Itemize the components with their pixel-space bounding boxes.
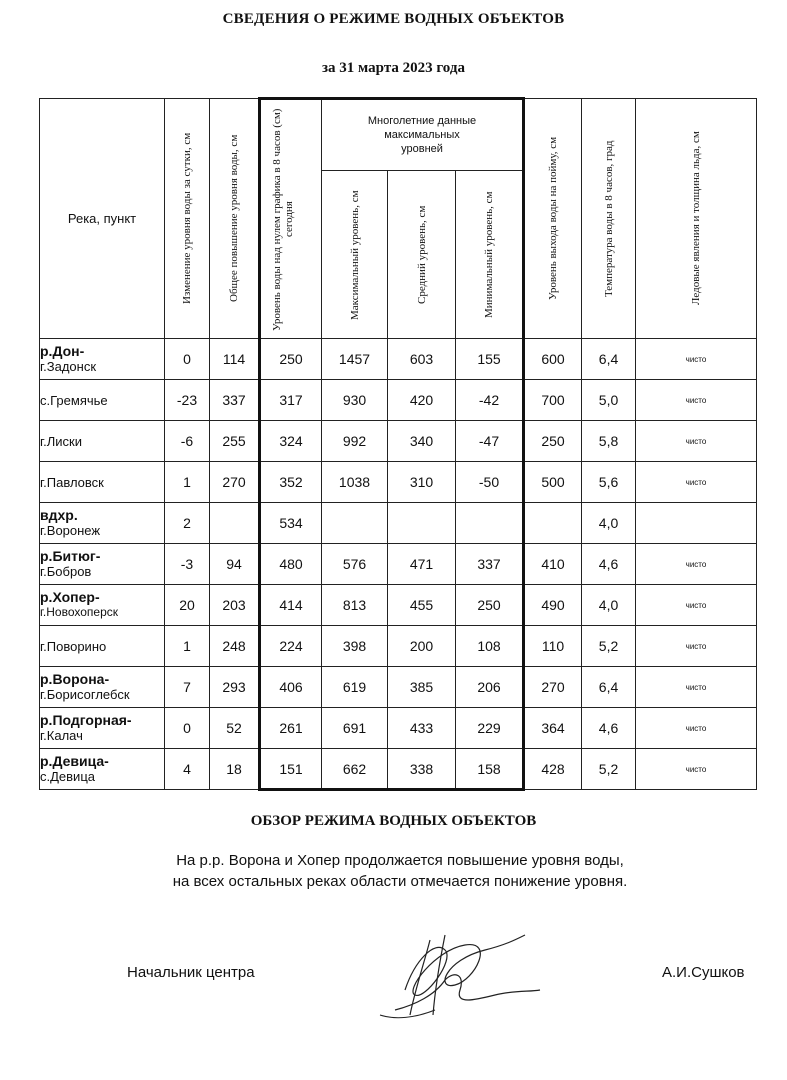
table-row [40, 421, 757, 462]
review-title: ОБЗОР РЕЖИМА ВОДНЫХ ОБЪЕКТОВ [250, 813, 537, 829]
cell-level: 480 [260, 544, 322, 585]
cell-change: -3 [165, 544, 210, 585]
cell-temp: 5,8 [582, 421, 636, 462]
cell-mid: 340 [388, 421, 456, 462]
cell-max: 1457 [322, 339, 388, 380]
header-multiyear: Многолетние данные максимальных уровней [322, 99, 524, 171]
cell-temp: 5,0 [582, 380, 636, 421]
table-row [40, 380, 757, 421]
cell-change: 4 [165, 749, 210, 790]
cell-temp: 5,2 [582, 626, 636, 667]
cell-min: 206 [456, 667, 524, 708]
river-name: р.Дон- [40, 343, 85, 359]
cell-river-point [40, 708, 165, 749]
river-name: р.Битюг- [40, 548, 101, 564]
cell-change: 1 [165, 462, 210, 503]
cell-ice: чисто [636, 749, 757, 790]
point-name: с.Гремячье [40, 392, 108, 408]
cell-floodplain: 490 [524, 585, 582, 626]
cell-river-point [40, 749, 165, 790]
cell-level: 324 [260, 421, 322, 462]
cell-max: 576 [322, 544, 388, 585]
point-name: г.Калач [40, 728, 83, 743]
table-row [40, 708, 757, 749]
cell-ice: чисто [636, 626, 757, 667]
cell-ice: чисто [636, 380, 757, 421]
header-level: Уровень воды над нулем графика в 8 часов (см) сегодня [260, 99, 322, 339]
cell-change: 20 [165, 585, 210, 626]
point-name: г.Воронеж [40, 523, 101, 538]
review-text [0, 850, 787, 892]
cell-max: 619 [322, 667, 388, 708]
cell-river-point [40, 503, 165, 544]
water-regime-table [39, 97, 757, 791]
table-row [40, 626, 757, 667]
cell-total-rise: 293 [210, 667, 260, 708]
cell-ice: чисто [636, 421, 757, 462]
cell-river-point [40, 544, 165, 585]
cell-level: 250 [260, 339, 322, 380]
cell-total-rise: 270 [210, 462, 260, 503]
cell-temp: 6,4 [582, 339, 636, 380]
cell-level: 151 [260, 749, 322, 790]
cell-total-rise: 203 [210, 585, 260, 626]
table-row [40, 462, 757, 503]
cell-min: 250 [456, 585, 524, 626]
chief-position: Начальник центра [127, 964, 255, 981]
cell-mid: 200 [388, 626, 456, 667]
header-river: Река, пункт [40, 99, 165, 339]
cell-level: 414 [260, 585, 322, 626]
cell-mid: 455 [388, 585, 456, 626]
cell-max: 691 [322, 708, 388, 749]
cell-river-point [40, 462, 165, 503]
cell-total-rise: 255 [210, 421, 260, 462]
header-mid: Средний уровень, см [388, 171, 456, 339]
cell-min: 108 [456, 626, 524, 667]
cell-floodplain: 110 [524, 626, 582, 667]
cell-mid: 420 [388, 380, 456, 421]
cell-river-point [40, 667, 165, 708]
cell-ice [636, 503, 757, 544]
point-name: г.Задонск [40, 359, 97, 374]
chief-name: А.И.Сушков [662, 964, 745, 981]
cell-river-point [40, 585, 165, 626]
cell-mid: 338 [388, 749, 456, 790]
cell-total-rise: 248 [210, 626, 260, 667]
cell-level: 317 [260, 380, 322, 421]
point-name: г.Павловск [40, 474, 104, 490]
cell-river-point [40, 380, 165, 421]
cell-total-rise [210, 503, 260, 544]
cell-ice: чисто [636, 708, 757, 749]
cell-mid: 603 [388, 339, 456, 380]
cell-temp: 4,0 [582, 503, 636, 544]
header-min: Минимальный уровень, см [456, 171, 524, 339]
header-temp: Температура воды в 8 часов, град [582, 99, 636, 339]
river-name: р.Ворона- [40, 671, 110, 687]
cell-max: 662 [322, 749, 388, 790]
cell-total-rise: 52 [210, 708, 260, 749]
cell-ice: чисто [636, 667, 757, 708]
cell-change: 1 [165, 626, 210, 667]
cell-min: 337 [456, 544, 524, 585]
cell-ice: чисто [636, 339, 757, 380]
cell-level: 352 [260, 462, 322, 503]
header-max: Максимальный уровень, см [322, 171, 388, 339]
header-change: Изменение уровня воды за сутки, см [165, 99, 210, 339]
cell-level: 534 [260, 503, 322, 544]
river-name: вдхр. [40, 507, 78, 523]
cell-max [322, 503, 388, 544]
table-row [40, 749, 757, 790]
cell-max: 813 [322, 585, 388, 626]
cell-change: 2 [165, 503, 210, 544]
cell-floodplain: 250 [524, 421, 582, 462]
report-date: за 31 марта 2023 года [322, 60, 465, 76]
cell-total-rise: 337 [210, 380, 260, 421]
point-name: г.Новохоперск [40, 605, 118, 619]
cell-temp: 5,6 [582, 462, 636, 503]
river-name: р.Подгорная- [40, 712, 132, 728]
cell-total-rise: 114 [210, 339, 260, 380]
review-line-2: на всех остальных реках области отмечается понижение уровня. [172, 873, 628, 890]
cell-min: -42 [456, 380, 524, 421]
cell-mid: 471 [388, 544, 456, 585]
cell-river-point [40, 421, 165, 462]
cell-level: 224 [260, 626, 322, 667]
header-ice: Ледовые явления и толщина льда, см [636, 99, 757, 339]
cell-floodplain: 700 [524, 380, 582, 421]
point-name: г.Поворино [40, 638, 107, 654]
cell-ice: чисто [636, 544, 757, 585]
cell-floodplain [524, 503, 582, 544]
cell-floodplain: 500 [524, 462, 582, 503]
table-row [40, 544, 757, 585]
cell-temp: 5,2 [582, 749, 636, 790]
cell-river-point [40, 626, 165, 667]
cell-change: -23 [165, 380, 210, 421]
cell-temp: 4,0 [582, 585, 636, 626]
point-name: г.Лиски [40, 433, 83, 449]
header-total-rise: Общее повышение уровня воды, см [210, 99, 260, 339]
cell-floodplain: 410 [524, 544, 582, 585]
cell-min: 229 [456, 708, 524, 749]
cell-ice: чисто [636, 585, 757, 626]
cell-min [456, 503, 524, 544]
cell-floodplain: 428 [524, 749, 582, 790]
cell-level: 261 [260, 708, 322, 749]
point-name: г.Борисоглебск [40, 687, 130, 702]
cell-ice: чисто [636, 462, 757, 503]
point-name: г.Бобров [40, 564, 92, 579]
table-row [40, 667, 757, 708]
cell-mid: 310 [388, 462, 456, 503]
cell-floodplain: 270 [524, 667, 582, 708]
cell-change: -6 [165, 421, 210, 462]
cell-max: 992 [322, 421, 388, 462]
handwritten-signature [375, 920, 545, 1030]
cell-temp: 4,6 [582, 544, 636, 585]
cell-change: 7 [165, 667, 210, 708]
cell-max: 930 [322, 380, 388, 421]
point-name: с.Девица [40, 769, 95, 784]
cell-min: -50 [456, 462, 524, 503]
table-row [40, 339, 757, 380]
cell-total-rise: 18 [210, 749, 260, 790]
river-name: р.Девица- [40, 753, 109, 769]
review-line-1: На р.р. Ворона и Хопер продолжается повышение уровня воды, [176, 852, 624, 869]
table-row [40, 503, 757, 544]
cell-max: 1038 [322, 462, 388, 503]
cell-floodplain: 600 [524, 339, 582, 380]
river-name: р.Хопер- [40, 589, 100, 605]
table-body [40, 339, 757, 790]
cell-mid: 433 [388, 708, 456, 749]
cell-total-rise: 94 [210, 544, 260, 585]
document-title: СВЕДЕНИЯ О РЕЖИМЕ ВОДНЫХ ОБЪЕКТОВ [222, 11, 565, 27]
header-floodplain: Уровень выхода воды на пойму, см [524, 99, 582, 339]
cell-river-point [40, 339, 165, 380]
cell-temp: 6,4 [582, 667, 636, 708]
cell-min: 155 [456, 339, 524, 380]
cell-mid [388, 503, 456, 544]
cell-change: 0 [165, 339, 210, 380]
cell-max: 398 [322, 626, 388, 667]
table-row [40, 585, 757, 626]
cell-floodplain: 364 [524, 708, 582, 749]
cell-level: 406 [260, 667, 322, 708]
cell-mid: 385 [388, 667, 456, 708]
cell-change: 0 [165, 708, 210, 749]
cell-min: 158 [456, 749, 524, 790]
cell-min: -47 [456, 421, 524, 462]
cell-temp: 4,6 [582, 708, 636, 749]
